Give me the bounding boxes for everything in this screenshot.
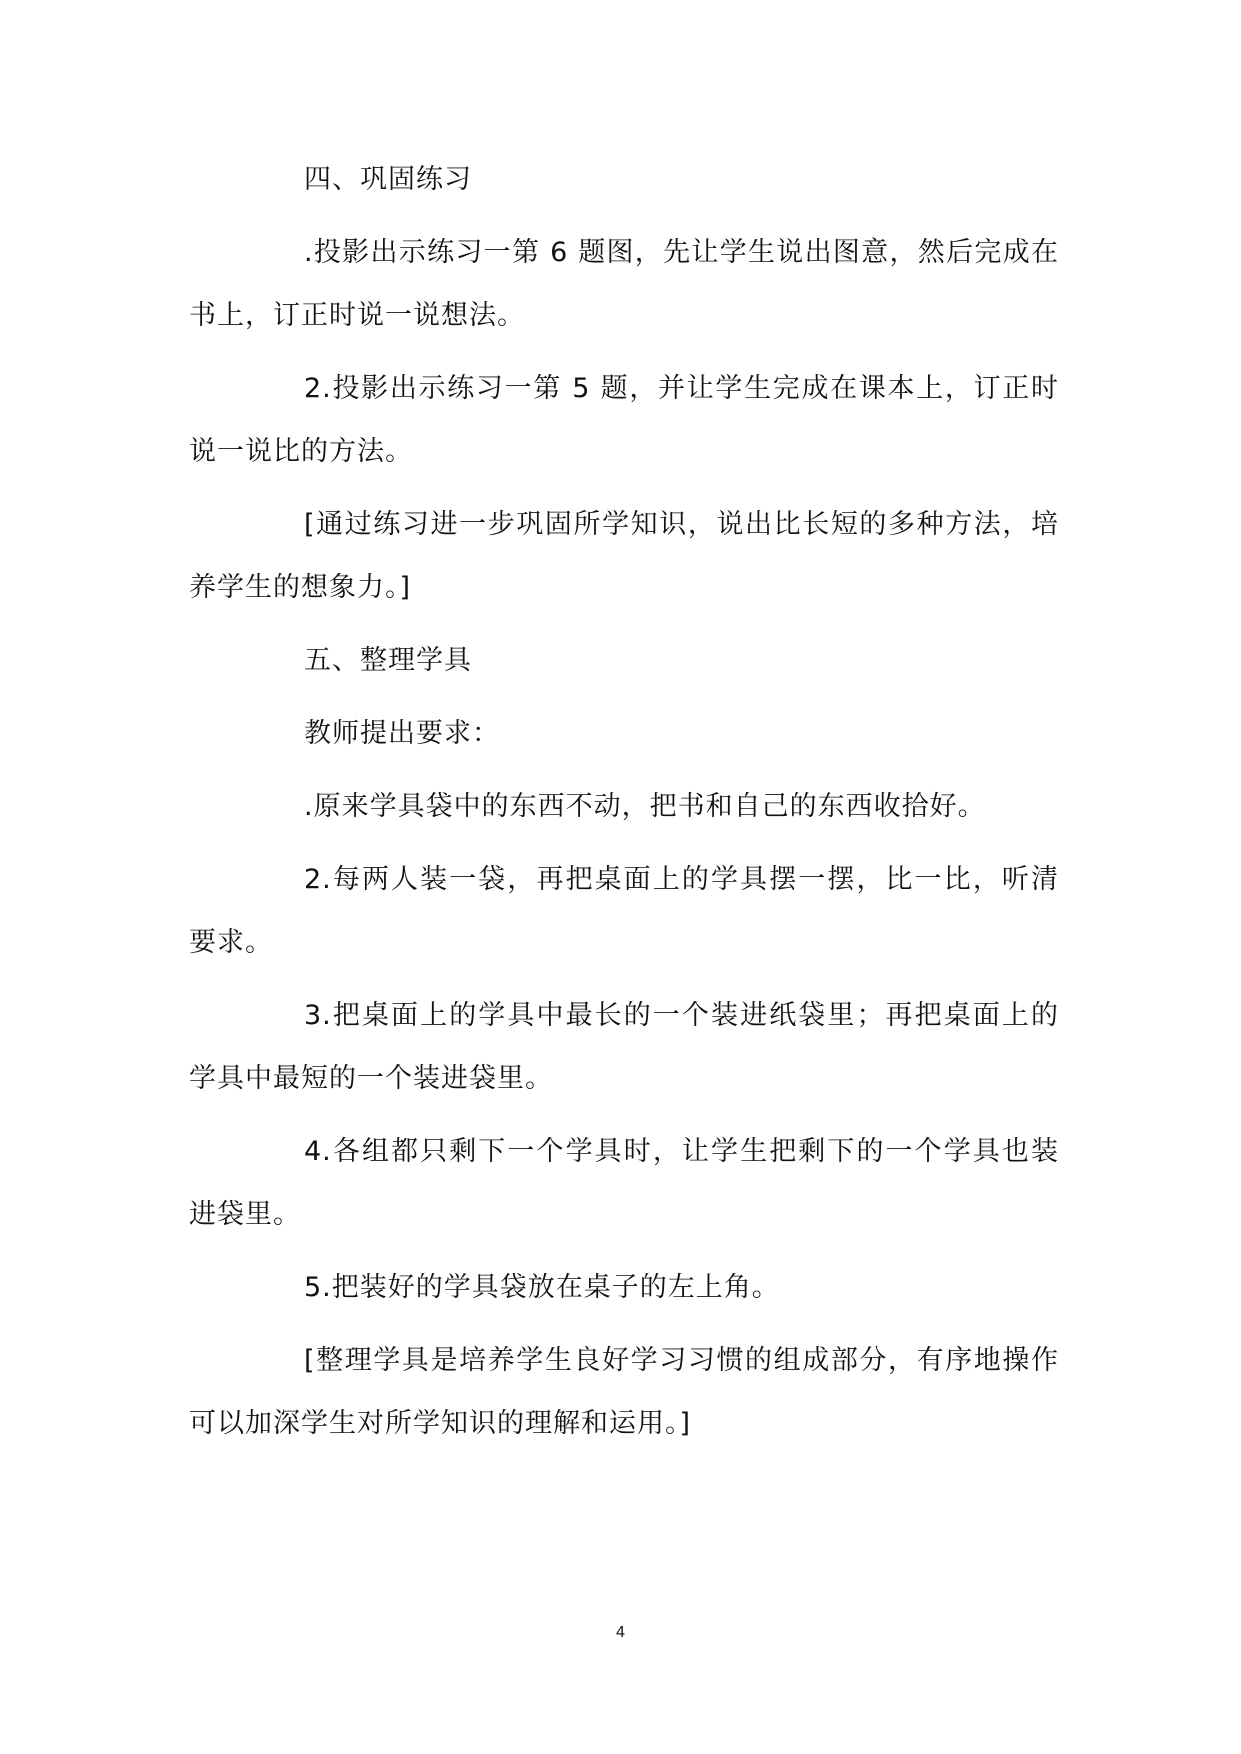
paragraph-note: [整理学具是培养学生良好学习习惯的组成部分，有序地操作可以加深学生对所学知识的理解和运用。] [189, 1345, 1059, 1439]
section-heading-consolidation: 四、巩固练习 [304, 164, 472, 195]
paragraph: 4.各组都只剩下一个学具时，让学生把剩下的一个学具也装进袋里。 [189, 1136, 1059, 1230]
paragraph: .原来学具袋中的东西不动，把书和自己的东西收拾好。 [304, 791, 986, 822]
paragraph: 教师提出要求： [304, 718, 500, 749]
section-heading-tidy-up: 五、整理学具 [304, 645, 472, 676]
paragraph: 5.把装好的学具袋放在桌子的左上角。 [304, 1272, 780, 1303]
paragraph: 3.把桌面上的学具中最长的一个装进纸袋里；再把桌面上的学具中最短的一个装进袋里。 [189, 1000, 1059, 1094]
paragraph: .投影出示练习一第 6 题图，先让学生说出图意，然后完成在书上，订正时说一说想法。 [189, 237, 1059, 331]
page-number: 4 [615, 1623, 626, 1641]
document-body [189, 148, 1059, 1465]
paragraph: 2.投影出示练习一第 5 题，并让学生完成在课本上，订正时说一说比的方法。 [189, 373, 1059, 467]
paragraph-note: [通过练习进一步巩固所学知识，说出比长短的多种方法，培养学生的想象力。] [189, 509, 1059, 603]
paragraph: 2.每两人装一袋，再把桌面上的学具摆一摆，比一比，听清要求。 [189, 864, 1059, 958]
